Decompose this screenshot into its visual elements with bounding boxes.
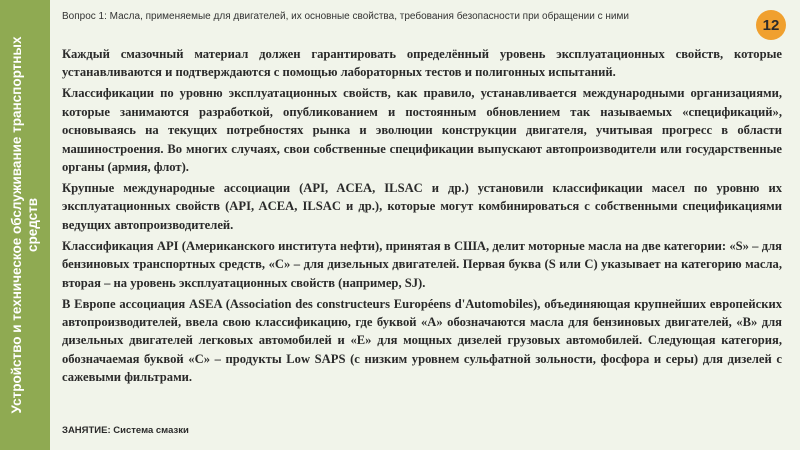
paragraph: В Европе ассоциация ASEA (Association des constructeurs Européens d'Automobiles), объединяющая крупнейших европейских автопроизводителей, ввела свою классификацию, где буквой «А» обозначаются масла для бензиновых двигателей, «В» для дизельных двигателей легковых автомобилей и «Е» для мощных дизелей грузовых автомобилей. Следующая категория, обозначаемая буквой «С» – продукты Low SAPS (с низким уровнем сульфатной зольности, фосфора и серы) для дизелей с сажевыми фильтрами. bbox=[62, 296, 782, 385]
page-number-badge: 12 bbox=[756, 10, 786, 40]
paragraph: Крупные международные ассоциации (API, ACEA, ILSAC и др.) установили классификации масел по уровню их эксплуатационных свойств (API, ACEA, ILSAC и др.), которые могут комбинироваться с собственными спецификациями ведущих автопроизводителей. bbox=[62, 181, 782, 232]
sidebar bbox=[0, 0, 50, 450]
slide-header: Вопрос 1: Масла, применяемые для двигателей, их основные свойства, требования безопасности при обращении с ними bbox=[62, 11, 629, 22]
body-text bbox=[62, 45, 782, 389]
paragraph: Классификация API (Американского института нефти), принятая в США, делит моторные масла на две категории: «S» – для бензиновых транспортных средств, «С» – для дизельных двигателей. Первая буква (S или C) указывает на категорию масла, вторая – на уровень эксплуатационных свойств (например, SJ). bbox=[62, 238, 782, 290]
footer-label: ЗАНЯТИЕ: Система смазки bbox=[62, 425, 189, 436]
sidebar-title: Устройство и техническое обслуживание транспортных средств bbox=[9, 36, 40, 414]
paragraph: Каждый смазочный материал должен гарантировать определённый уровень эксплуатационных свойств, которые устанавливаются и подтверждаются с помощью лабораторных тестов и полигонных испытаний. bbox=[62, 47, 782, 80]
paragraph: Классификации по уровню эксплуатационных свойств, как правило, устанавливается международными организациями, которые занимаются разработкой, опубликованием и постоянным обновлением так называемых «спецификаций», основываясь на текущих потребностях рынка и эволюции конструкции двигателя, учитывая прогресс в области машиностроения. Во многих случаях, свои собственные спецификации выпускают автопроизводители или государственные органы (армия, флот). bbox=[62, 86, 782, 175]
